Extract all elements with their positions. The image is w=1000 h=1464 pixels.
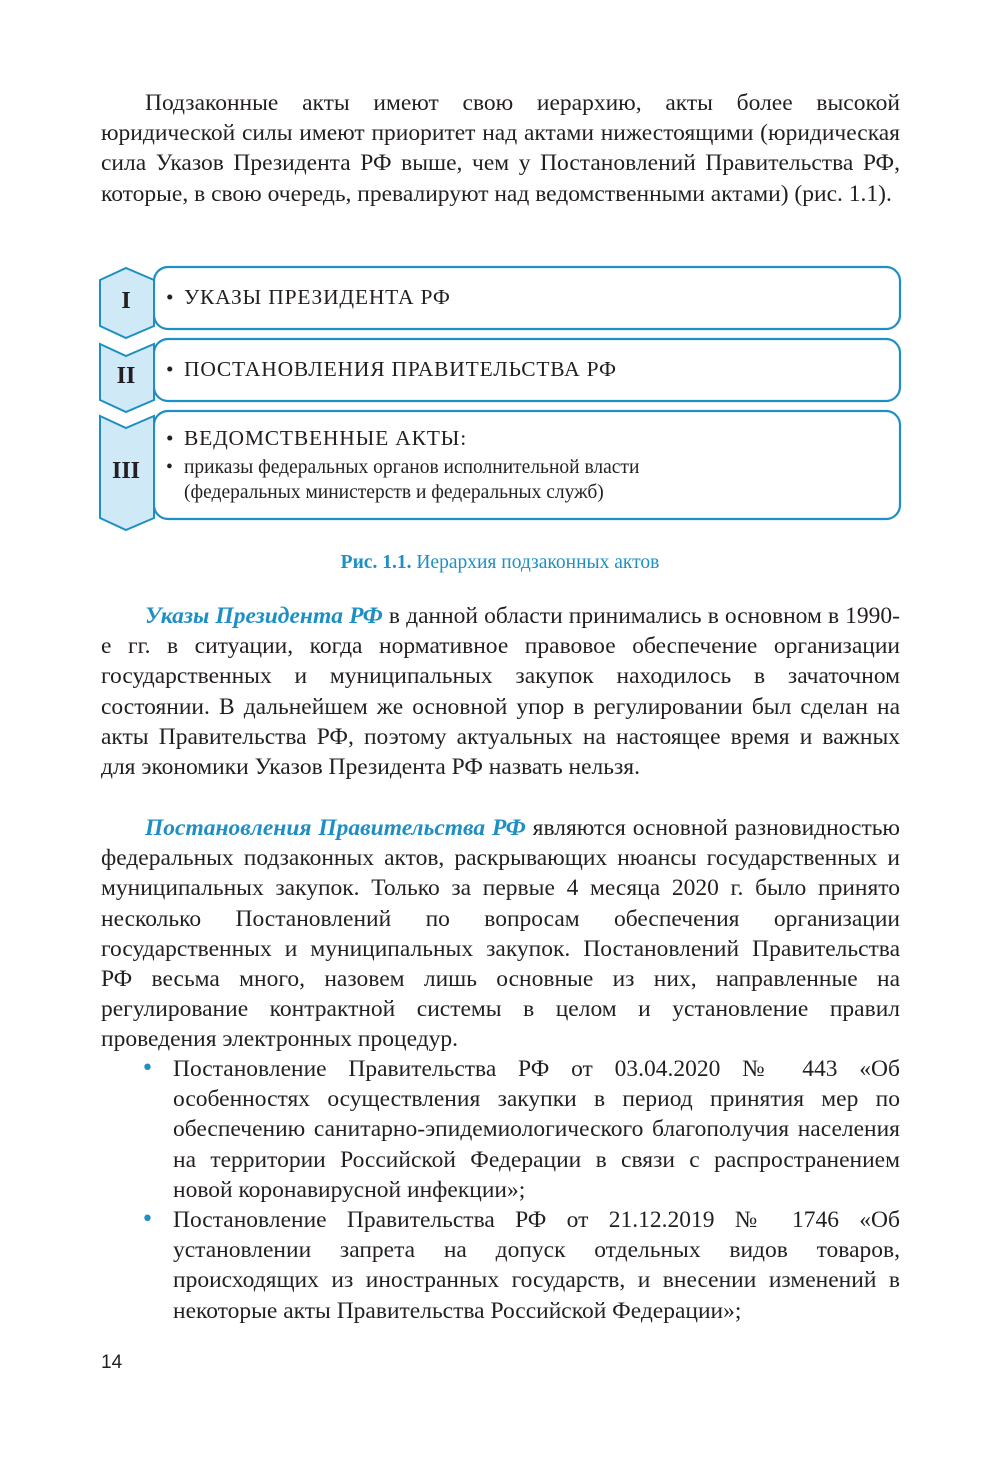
list-item: • Постановление Правительства РФ от 21.12.2019 № 1746 «Об установлении запрета на допуск отдельных видов товаров, происходящих из иностранных государств, и внесении изменений в некоторые акты Правительства Российской Федерации»; <box>141 1207 900 1324</box>
resolutions-list <box>101 1054 900 1326</box>
page-number: 14 <box>101 1352 123 1373</box>
level-1-title: • УКАЗЫ ПРЕЗИДЕНТА РФ <box>166 285 451 309</box>
level-2-title: • ПОСТАНОВЛЕНИЯ ПРАВИТЕЛЬСТВА РФ <box>166 357 617 381</box>
paragraph-government-resolutions: Постановления Правительства РФ являются основной разновидностью федеральных подзаконных актов, раскрывающих нюансы государственных и муниципальных закупок. Только за первые 4 месяца 2020 г. было принято несколько Постановлений по вопросам обеспечения организации государственных и муниципальных закупок. Постановлений Правительства РФ весьма много, назовем лишь основные из них, направленные на регулирование контрактной системы в целом и установление правил проведения электронных процедур. <box>101 815 900 1053</box>
lead-term: Постановления Правительства РФ <box>145 815 526 841</box>
intro-paragraph: Подзаконные акты имеют свою иерархию, акты более высокой юридической силы имеют приоритет над актами нижестоящими (юридическая сила Указов Президента РФ выше, чем у Постановлений Правительства РФ, которые, в свою очередь, превалируют над ведомственными актами) (рис. 1.1). <box>101 90 900 207</box>
level-1-number: I <box>121 288 131 314</box>
hierarchy-diagram <box>96 262 904 534</box>
level-3-title: • ВЕДОМСТВЕННЫЕ АКТЫ: <box>166 426 467 450</box>
lead-term: Указы Президента РФ <box>145 603 383 629</box>
level-3-subitem: • приказы федеральных органов исполнительной власти (федеральных министерств и федеральных служб) <box>166 457 640 503</box>
bullet-icon: • <box>141 1207 154 1233</box>
level-3-number: III <box>111 458 141 484</box>
level-2-number: II <box>116 363 136 389</box>
list-item: • Постановление Правительства РФ от 03.04.2020 № 443 «Об особенностях осуществления закупки в период принятия мер по обеспечению санитарно-эпидемиологического благополучия населения на территории Российской Федерации в связи с распространением новой коронавирусной инфекции»; <box>141 1056 900 1203</box>
figure-caption: Рис. 1.1. Иерархия подзаконных актов <box>340 552 660 573</box>
paragraph-presidential-decrees: Указы Президента РФ в данной области принимались в основном в 1990-е гг. в ситуации, когда нормативное правовое обеспечение организации государственных и муниципальных закупок находилось в зачаточном состоянии. В дальнейшем же основной упор в регулировании был сделан на акты Правительства РФ, поэтому актуальных на настоящее время и важных для экономики Указов Президента РФ назвать нельзя. <box>101 603 900 781</box>
bullet-icon: • <box>141 1056 154 1081</box>
